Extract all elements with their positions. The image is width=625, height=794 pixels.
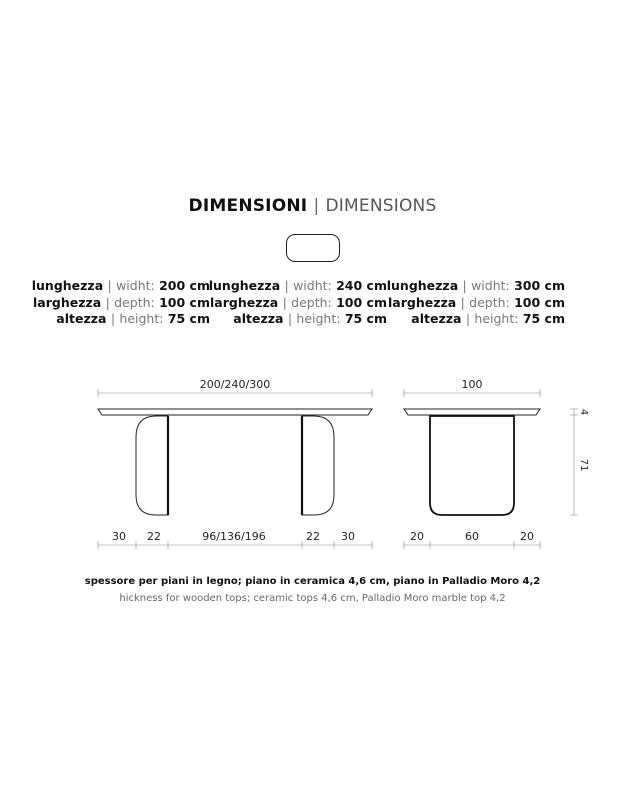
spec-block-240: [207, 278, 387, 328]
side-top-thickness-label: 4: [578, 408, 589, 416]
table-shape-icon: [286, 234, 340, 262]
spec-length: lunghezza | widht: 300 cm: [386, 278, 565, 293]
spec-width: larghezza | depth: 100 cm: [388, 294, 565, 310]
front-overall-label: 200/240/300: [199, 378, 271, 391]
side-overall-label: 100: [461, 378, 483, 391]
side-view-drawing: [404, 378, 589, 549]
title-english: DIMENSIONS: [325, 196, 437, 216]
front-left-leg: [136, 416, 168, 515]
title-italian: DIMENSIONI: [188, 196, 308, 216]
note-italian: spessore per piani in legno; piano in ceramica 4,6 cm, piano in Palladio Moro 4,2: [84, 576, 541, 587]
spec-width: larghezza | depth: 100 cm: [210, 294, 387, 310]
side-height-label: 71: [578, 458, 589, 472]
spec-height: altezza | height: 75 cm: [233, 311, 387, 326]
spec-length: lunghezza | widht: 200 cm: [31, 278, 210, 293]
note-english: hickness for wooden tops; ceramic tops 4,6 cm, Palladio Moro marble top 4,2: [119, 593, 506, 604]
side-bottom-label: 20: [520, 530, 534, 543]
side-bottom-label: 60: [465, 530, 479, 543]
spec-height: altezza | height: 75 cm: [56, 311, 210, 326]
spec-width: larghezza | depth: 100 cm: [33, 294, 210, 310]
title-separator: |: [313, 196, 320, 216]
technical-drawing: [0, 370, 625, 560]
side-leg-panel: [430, 416, 514, 515]
page-title: [0, 196, 625, 216]
front-table-top: [98, 409, 372, 415]
front-bottom-label: 30: [112, 530, 126, 543]
side-table-top: [404, 409, 540, 415]
spec-length: lunghezza | widht: 240 cm: [208, 278, 387, 293]
front-bottom-label: 96/136/196: [202, 530, 266, 543]
front-view-drawing: [98, 378, 372, 549]
spec-block-200: [30, 278, 210, 328]
front-right-leg: [302, 416, 334, 515]
front-bottom-label: 22: [306, 530, 320, 543]
front-bottom-label: 30: [341, 530, 355, 543]
spec-height: altezza | height: 75 cm: [411, 311, 565, 326]
front-bottom-label: 22: [147, 530, 161, 543]
side-bottom-label: 20: [410, 530, 424, 543]
spec-block-300: [385, 278, 565, 328]
